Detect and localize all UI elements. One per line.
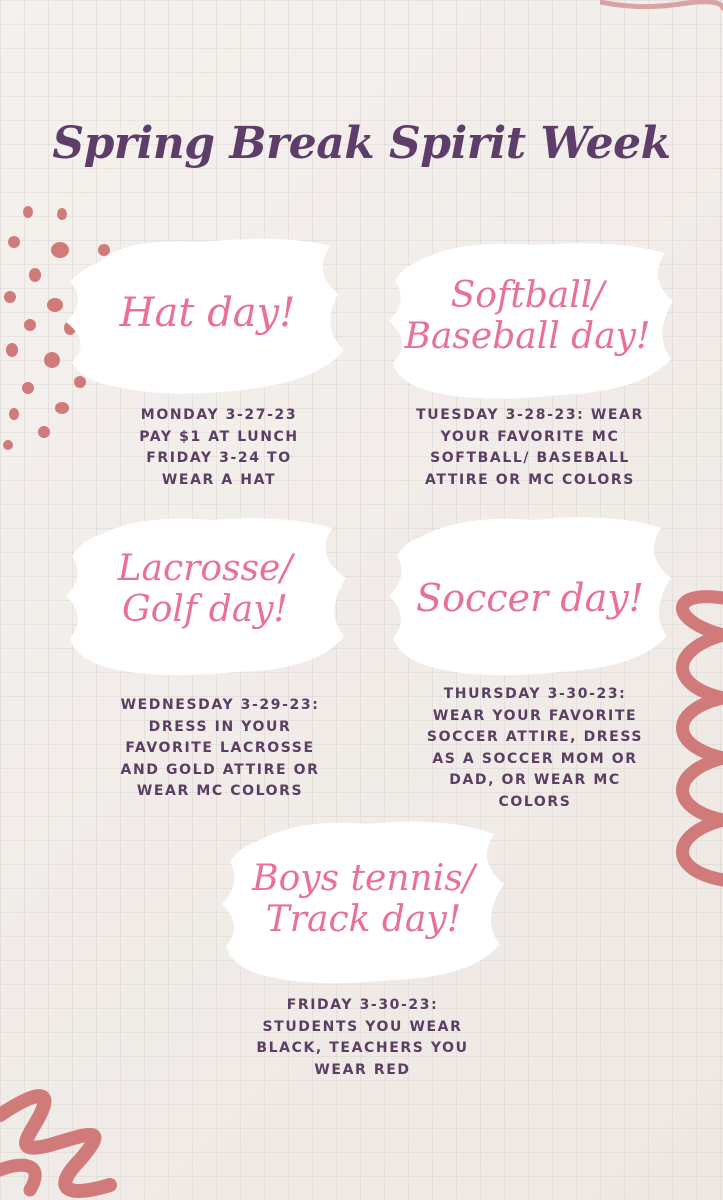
day-details: WEDNESDAY 3-29-23: DRESS IN YOUR FAVORITE LACROSSE AND GOLD ATTIRE OR WEAR MC COLORS — [120, 697, 320, 799]
day-details: MONDAY 3-27-23 PAY $1 AT LUNCH FRIDAY 3-24 TO WEAR A HAT — [139, 407, 299, 488]
zigzag-decoration-bottom — [0, 1075, 140, 1200]
day-headline: Soccer day! — [416, 576, 644, 620]
day-headline: Boys tennis/ Track day! — [252, 858, 475, 941]
day-headline: Hat day! — [119, 290, 296, 336]
page-title: Spring Break Spirit Week — [52, 118, 671, 169]
day-headline: Lacrosse/ Golf day! — [117, 548, 293, 631]
day-headline: Softball/ Baseball day! — [404, 275, 651, 358]
day-details: TUESDAY 3-28-23: WEAR YOUR FAVORITE MC SOFTBALL/ BASEBALL ATTIRE OR MC COLORS — [416, 407, 644, 488]
day-details: FRIDAY 3-30-23: STUDENTS YOU WEAR BLACK, TEACHERS YOU WEAR RED — [256, 997, 469, 1078]
day-details: THURSDAY 3-30-23: WEAR YOUR FAVORITE SOCCER ATTIRE, DRESS AS A SOCCER MOM OR DAD, OR WEAR MC COLORS — [426, 686, 644, 810]
squiggle-decoration-top — [600, 0, 723, 20]
